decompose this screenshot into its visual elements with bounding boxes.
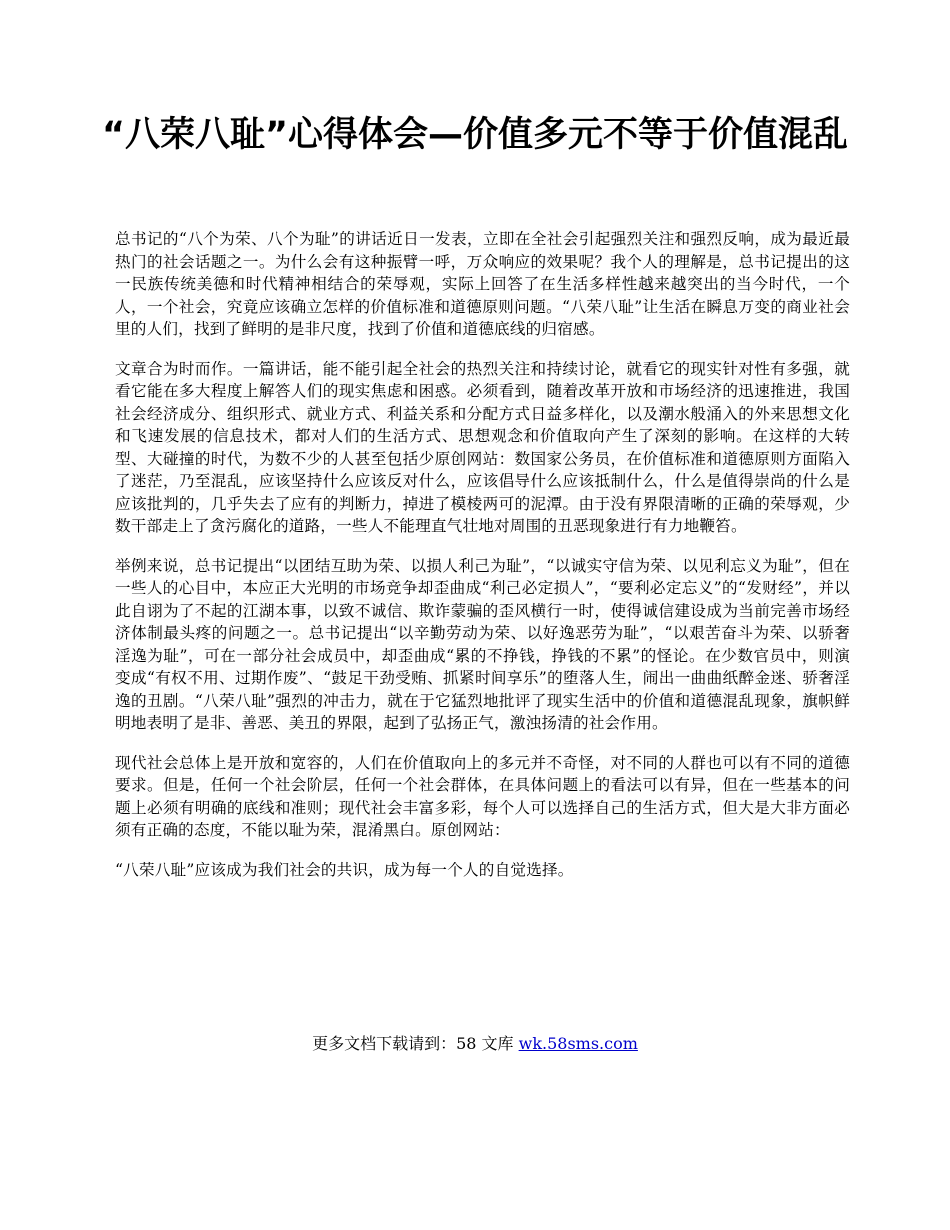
paragraph-4: 现代社会总体上是开放和宽容的，人们在价值取向上的多元并不奇怪，对不同的人群也可以有不同的道德要求。但是，任何一个社会阶层，任何一个社会群体，在具体问题上的看法可以有异，但在一些基本的问题上必须有明确的底线和准则；现代社会丰富多彩，每个人可以选择自己的生活方式，但大是大非方面必须有正确的态度，不能以耻为荣，混淆黑白。原创网站：	[115, 753, 850, 839]
paragraph-3: 举例来说，总书记提出“以团结互助为荣、以损人利己为耻”，“以诚实守信为荣、以见利忘义为耻”，但在一些人的心目中，本应正大光明的市场竞争却歪曲成“利己必定损人”，“要利必定忘义”的“发财经”，并以此自诩为了不起的江湖本事，以致不诚信、欺诈蒙骗的歪风横行一时，使得诚信建设成为当前完善市场经济体制最头疼的问题之一。总书记提出“以辛勤劳动为荣、以好逸恶劳为耻”，“以艰苦奋斗为荣、以骄奢淫逸为耻”，可在一部分社会成员中，却歪曲成“累的不挣钱，挣钱的不累”的怪论。在少数官员中，则演变成“有权不用、过期作废”、“鼓足干劲受贿、抓紧时间享乐”的堕落人生，闹出一曲曲纸醉金迷、骄奢淫逸的丑剧。“八荣八耻”强烈的冲击力，就在于它猛烈地批评了现实生活中的价值和道德混乱现象，旗帜鲜明地表明了是非、善恶、美丑的界限，起到了弘扬正气，激浊扬清的社会作用。	[115, 556, 850, 732]
paragraph-5: “八荣八耻”应该成为我们社会的共识，成为每一个人的自觉选择。	[115, 860, 574, 879]
paragraph-1: 总书记的“八个为荣、八个为耻”的讲话近日一发表，立即在全社会引起强烈关注和强烈反响，成为最近最热门的社会话题之一。为什么会有这种振臂一呼，万众响应的效果呢？我个人的理解是，总书记提出的这一民族传统美德和时代精神相结合的荣辱观，实际上回答了在生活多样性越来越突出的当今时代，一个人，一个社会，究竟应该确立怎样的价值标准和道德原则问题。“八荣八耻”让生活在瞬息万变的商业社会里的人们，找到了鲜明的是非尺度，找到了价值和道德底线的归宿感。	[115, 230, 850, 338]
download-footer	[0, 1033, 950, 1055]
paragraph-2: 文章合为时而作。一篇讲话，能不能引起全社会的热烈关注和持续讨论，就看它的现实针对性有多强，就看它能在多大程度上解答人们的现实焦虑和困惑。必须看到，随着改革开放和市场经济的迅速推进，我国社会经济成分、组织形式、就业方式、利益关系和分配方式日益多样化，以及潮水般涌入的外来思想文化和飞速发展的信息技术，都对人们的生活方式、思想观念和价值取向产生了深刻的影响。在这样的大转型、大碰撞的时代，为数不少的人甚至包括少原创网站：数国家公务员，在价值标准和道德原则方面陷入了迷茫，乃至混乱，应该坚持什么应该反对什么，应该倡导什么应该抵制什么，什么是值得崇尚的什么是应该批判的，几乎失去了应有的判断力，掉进了模棱两可的泥潭。由于没有界限清晰的正确的荣辱观，少数干部走上了贪污腐化的道路，一些人不能理直气壮地对周围的丑恶现象进行有力地鞭笞。	[115, 359, 850, 535]
document-body	[115, 228, 850, 898]
footer-prefix: 更多文档下载请到：58 文库	[312, 1034, 519, 1053]
footer-link[interactable]: wk.58sms.com	[518, 1034, 638, 1053]
document-title: “八荣八耻”心得体会—价值多元不等于价值混乱	[101, 115, 848, 155]
